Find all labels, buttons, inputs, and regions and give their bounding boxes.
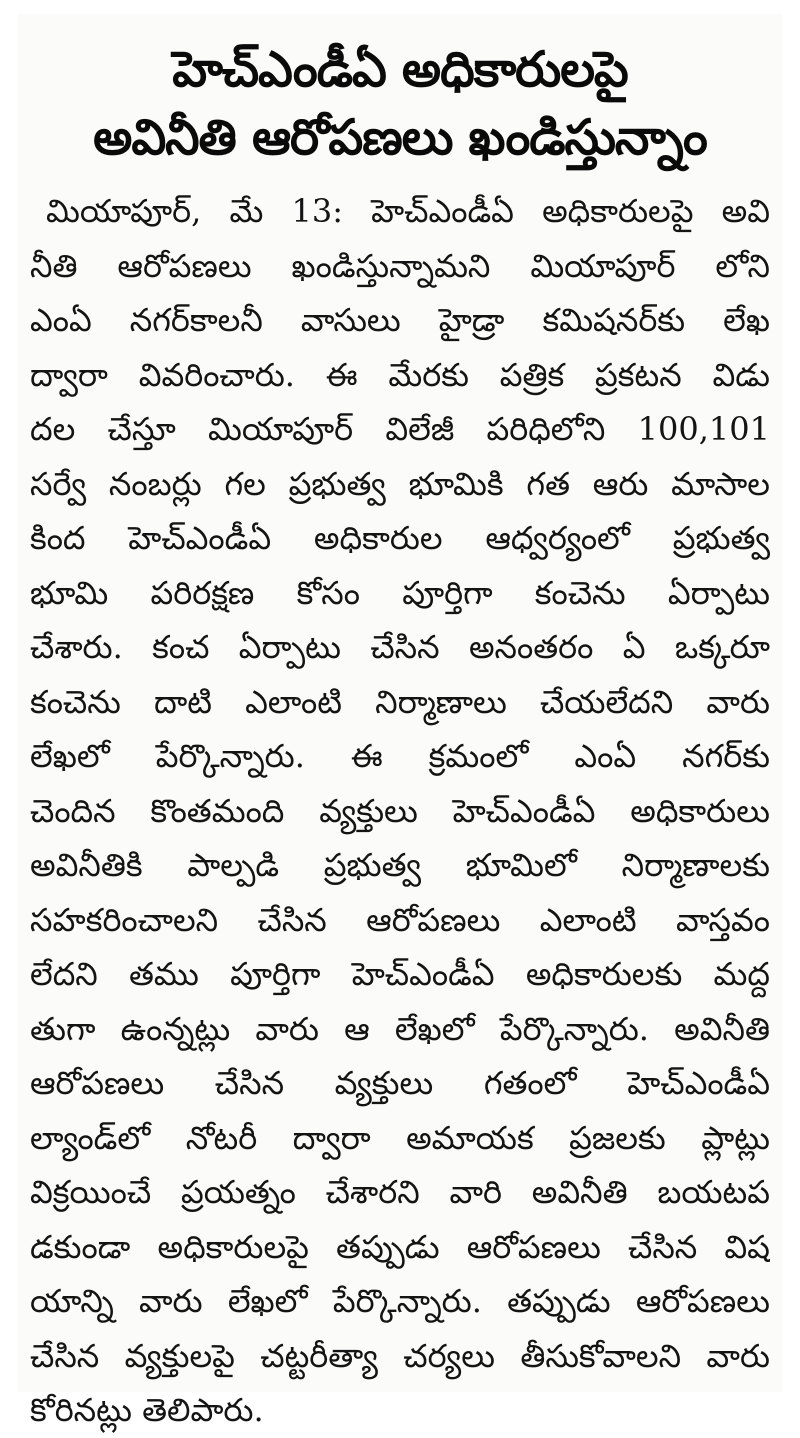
article-body-line: డకుండా అధికారులపై తప్పుడు ఆరోపణలు చేసిన విష [30,1227,770,1266]
article-body-line: లేదని తము పూర్తిగా హెచ్‌ఎండీఏ అధికారులకు మద్ద [30,955,770,993]
article-body-line: ద్వారా వివరించారు. ఈ మేరకు పత్రిక ప్రకటన విడు [30,355,770,394]
article-body-line: తుగా ఉంన్నట్లు వారు ఆ లేఖలో పేర్కొన్నారు. అవినీతి [30,1009,770,1048]
article-body-line: అవినీతికి పాల్పడి ప్రభుత్వ భూమిలో నిర్మాణాలకు [30,846,770,884]
headline-line: హెచ్‌ఎండీఏ అధికారులపై [172,41,628,98]
article-body-line: నీతి ఆరోపణలు ఖండిస్తున్నామని మియాపూర్ లోని [30,246,770,285]
article-body-line: చేశారు. కంచ ఏర్పాటు చేసిన అనంతరం ఏ ఒక్కరూ [30,628,770,666]
article-body-line: కింద హెచ్‌ఎండీఏ అధికారుల ఆధ్వర్యంలో ప్రభుత్వ [30,519,770,557]
article-body-line: ఆరోపణలు చేసిన వ్యక్తులు గతంలో హెచ్‌ఎండీఏ [30,1064,770,1102]
article-headline [18,36,782,172]
article-body-line: కంచెను దాటి ఎలాంటి నిర్మాణాలు చేయలేదని వారు [30,682,770,721]
article-body-line: సర్వే నంబర్లు గల ప్రభుత్వ భూమికి గత ఆరు మాసాల [30,464,770,503]
article-body-line: లేఖలో పేర్కొన్నారు. ఈ క్రమంలో ఎంఏ నగర్‌కు [30,737,770,775]
article-body-line: ఎంఏ నగర్‌కాలనీ వాసులు హైడ్రా కమిషనర్‌కు లేఖ [30,301,770,339]
article-body-line: మియాపూర్, మే 13: హెచ్ఎండీఏ అధికారులపై అవి [46,192,770,230]
article-body-line: విక్రయించే ప్రయత్నం చేశారని వారి అవినీతి బయటప [30,1173,770,1211]
headline-line: అవినీతి ఆరోపణలు ఖండిస్తున్నాం [93,109,707,166]
article-body [30,184,770,1438]
news-clipping [18,14,782,1429]
article-body-line: చేసిన వ్యక్తులపై చట్టరీత్యా చర్యలు తీసుకోవాలని వారు [30,1336,770,1375]
article-body-line: చెందిన కొంతమంది వ్యక్తులు హెచ్‌ఎండీఏ అధికారులు [30,791,770,830]
article-body-line: దల చేస్తూ మియాపూర్ విలేజీ పరిధిలోని 100,101 [30,410,770,448]
article-body-line: సహకరించాలని చేసిన ఆరోపణలు ఎలాంటి వాస్తవం [30,900,770,939]
article-body-line: యాన్ని వారు లేఖలో పేర్కొన్నారు. తప్పుడు ఆరోపణలు [30,1282,770,1320]
article-body-line: భూమి పరిరక్షణ కోసం పూర్తిగా కంచెను ఏర్పాటు [30,573,770,612]
article-body-line: ల్యాండ్‌లో నోటరీ ద్వారా అమాయక ప్రజలకు ప్లాట్లు [30,1118,770,1157]
article-body-line: కోరినట్లు తెలిపారు. [30,1391,264,1429]
